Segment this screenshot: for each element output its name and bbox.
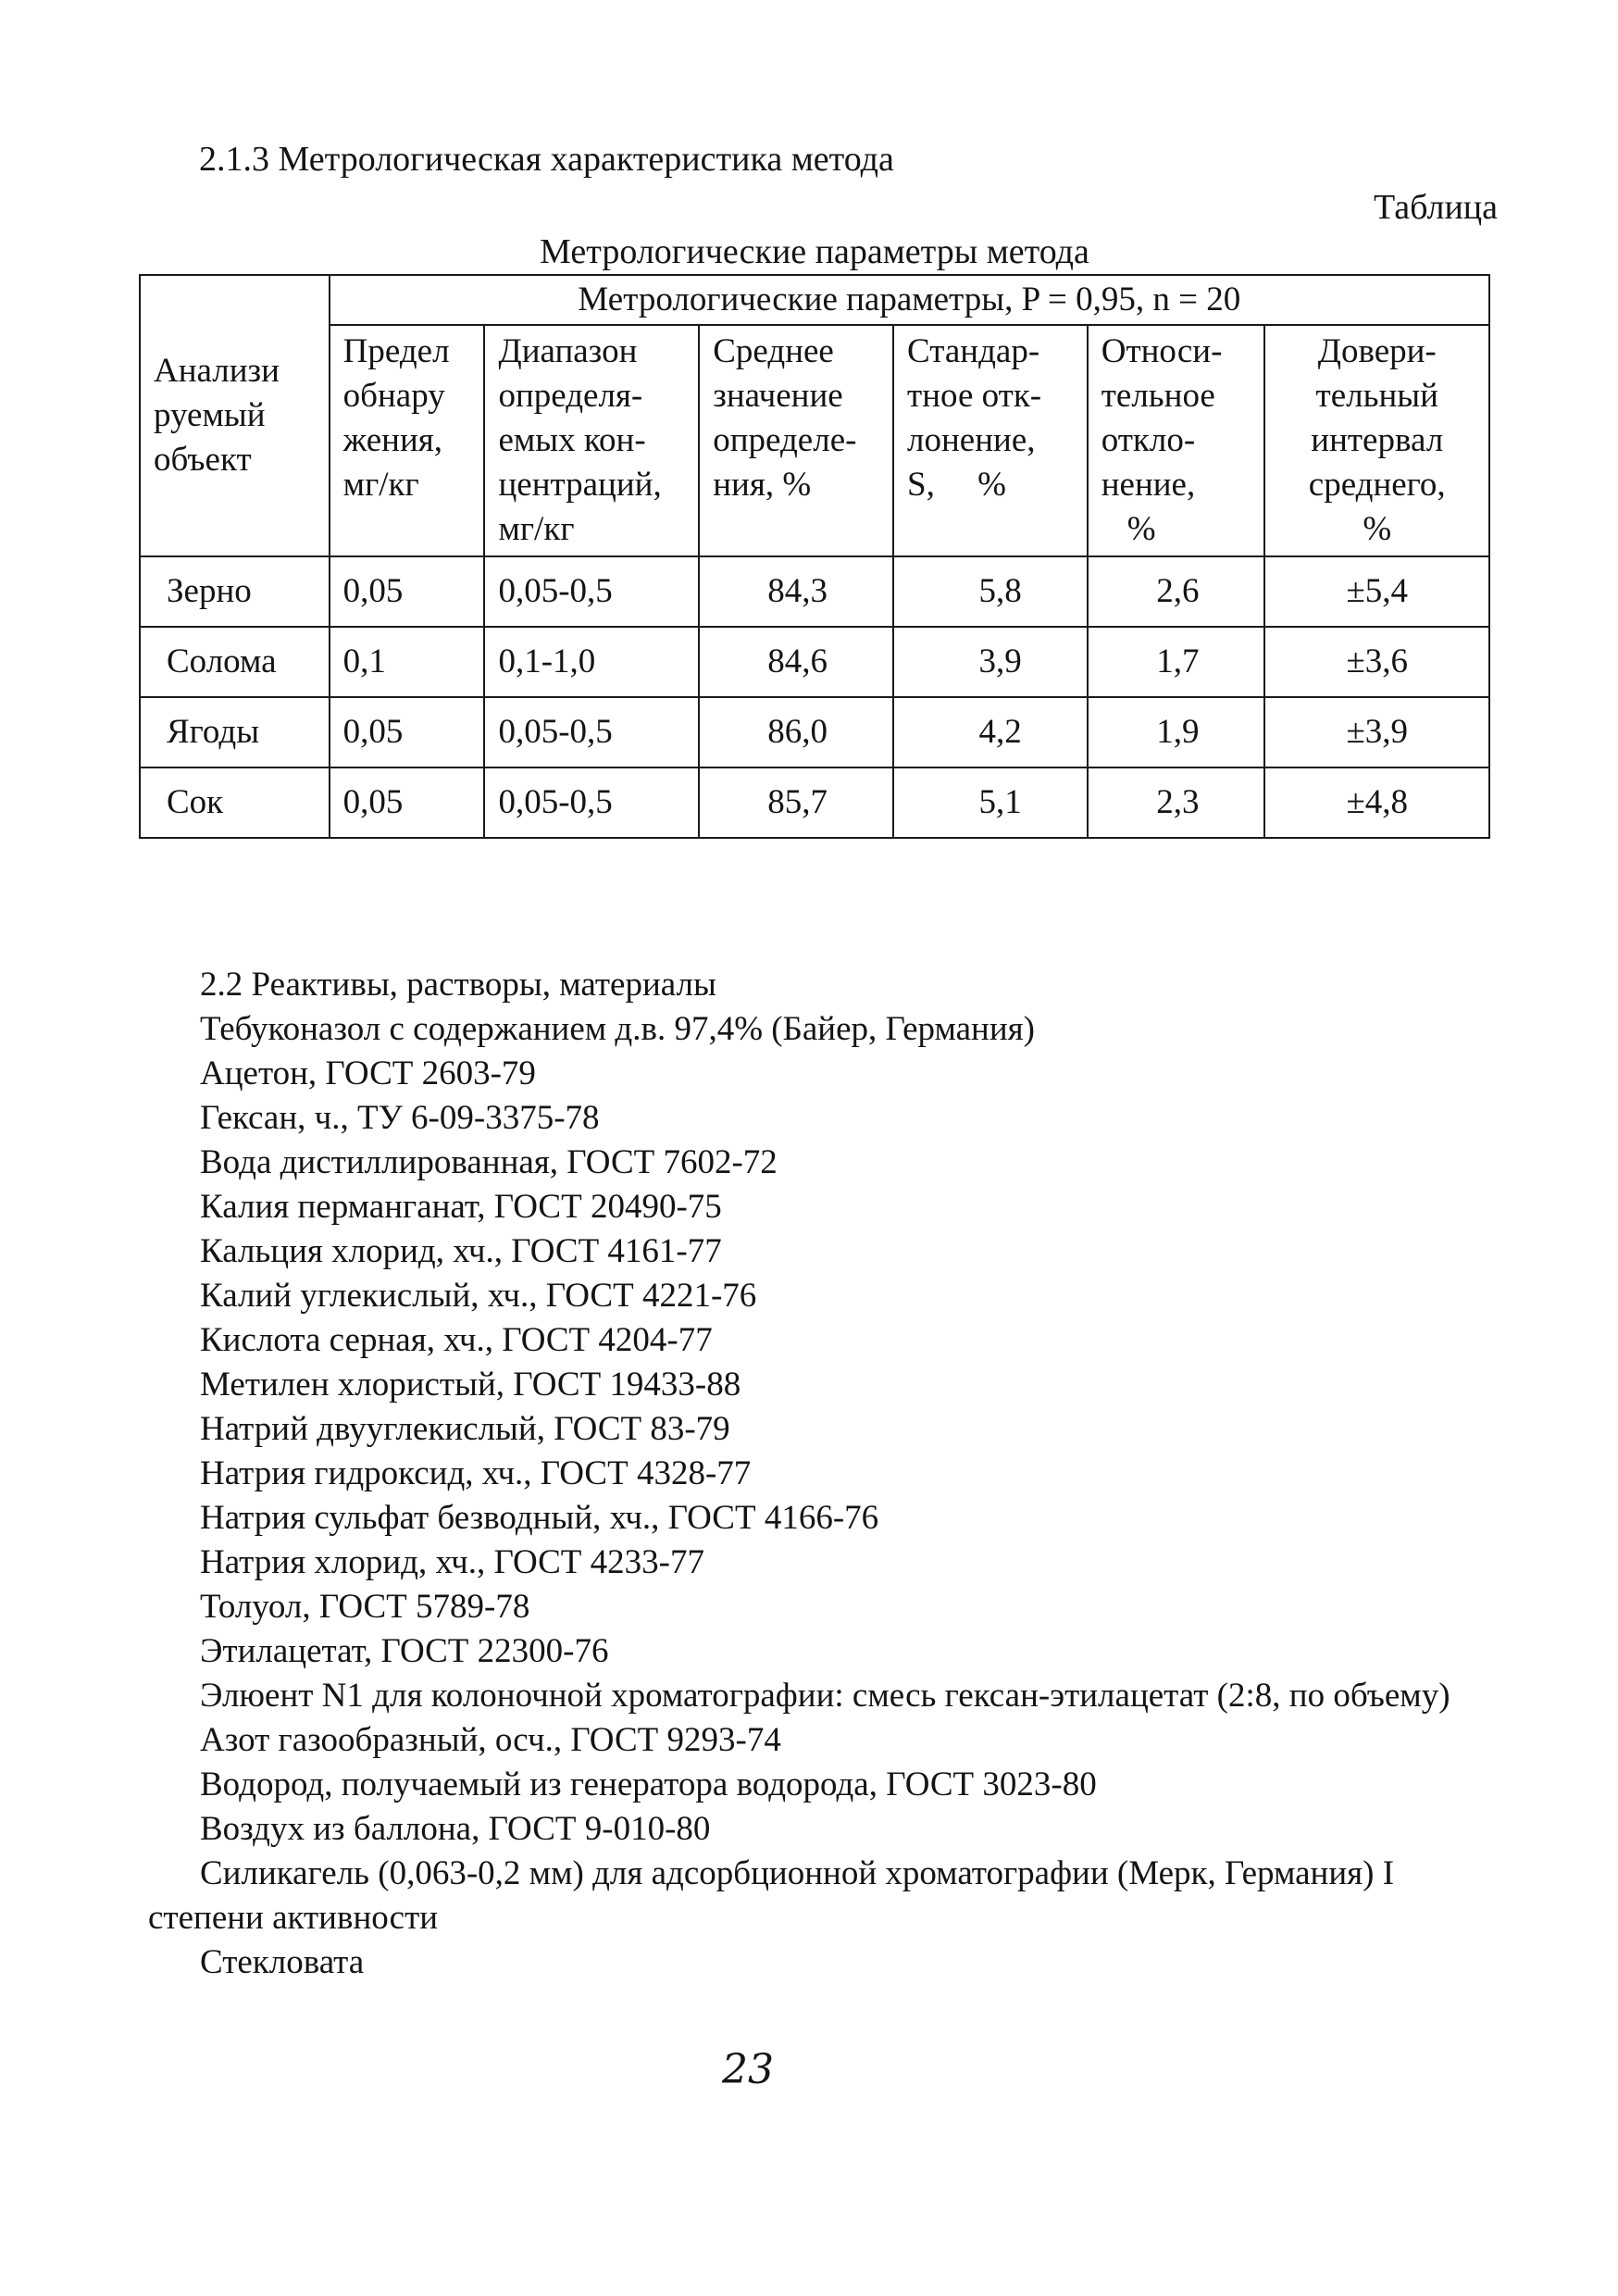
reagent-item: Ацетон, ГОСТ 2603-79: [200, 1054, 536, 1092]
reagent-item: Водород, получаемый из генератора водорода, ГОСТ 3023-80: [200, 1766, 1097, 1803]
cell-object: Солома: [140, 627, 330, 697]
reagent-item: Тебуконазол с содержанием д.в. 97,4% (Байер, Германия): [200, 1010, 1035, 1048]
col-header-ci: Довери- тельный интервал среднего, %: [1264, 325, 1489, 556]
reagents-title: 2.2 Реактивы, растворы, материалы: [200, 966, 716, 1004]
reagent-item: Элюент N1 для колоночной хроматографии: смесь гексан-этилацетат (2:8, по объему): [200, 1677, 1450, 1715]
cell-range: 0,1-1,0: [484, 627, 699, 697]
col-header-limit: Предел обнару жения, мг/кг: [330, 325, 485, 556]
table-header-row: [140, 275, 1489, 325]
cell-range: 0,05-0,5: [484, 767, 699, 838]
cell-ci: ±3,9: [1264, 697, 1489, 767]
reagent-item: Натрия гидроксид, хч., ГОСТ 4328-77: [200, 1454, 752, 1492]
reagent-item: Этилацетат, ГОСТ 22300-76: [200, 1632, 609, 1670]
cell-mean: 84,3: [699, 556, 893, 627]
col-header-rel: Относи- тельное откло- нение, %: [1088, 325, 1265, 556]
col-header-range: Диапазон определя- емых кон- центраций, мг/кг: [484, 325, 699, 556]
reagents-section: [148, 963, 1490, 1985]
cell-object: Ягоды: [140, 697, 330, 767]
cell-range: 0,05-0,5: [484, 556, 699, 627]
table-row: [140, 556, 1489, 627]
cell-object: Сок: [140, 767, 330, 838]
col-header-mean: Среднее значение определе- ния, %: [699, 325, 893, 556]
cell-limit: 0,05: [330, 767, 485, 838]
cell-object: Зерно: [140, 556, 330, 627]
cell-rel: 1,7: [1088, 627, 1265, 697]
cell-mean: 86,0: [699, 697, 893, 767]
reagent-item: Кальция хлорид, хч., ГОСТ 4161-77: [200, 1232, 722, 1270]
cell-rel: 2,3: [1088, 767, 1265, 838]
reagent-item: Стекловата: [200, 1943, 365, 1981]
reagent-item: Воздух из баллона, ГОСТ 9-010-80: [200, 1810, 711, 1848]
reagent-item: Натрия хлорид, хч., ГОСТ 4233-77: [200, 1543, 704, 1581]
reagent-item: Силикагель (0,063-0,2 мм) для адсорбционной хроматографии (Мерк, Германия) I степени активности: [148, 1854, 1395, 1937]
reagent-item: Калий углекислый, хч., ГОСТ 4221-76: [200, 1277, 757, 1315]
table-row: [140, 627, 1489, 697]
cell-sd: 3,9: [893, 627, 1088, 697]
cell-mean: 85,7: [699, 767, 893, 838]
table-row: [140, 697, 1489, 767]
reagent-item: Вода дистиллированная, ГОСТ 7602-72: [200, 1143, 778, 1181]
cell-ci: ±4,8: [1264, 767, 1489, 838]
section-title: 2.1.3 Метрологическая характеристика метода: [199, 140, 894, 179]
table-subheader-row: [140, 325, 1489, 556]
reagent-item: Кислота серная, хч., ГОСТ 4204-77: [200, 1321, 713, 1359]
cell-mean: 84,6: [699, 627, 893, 697]
col-header-sd: Стандар- тное отк- лонение, S, %: [893, 325, 1088, 556]
cell-ci: ±5,4: [1264, 556, 1489, 627]
cell-rel: 1,9: [1088, 697, 1265, 767]
reagent-item: Толуол, ГОСТ 5789-78: [200, 1588, 530, 1626]
cell-sd: 5,8: [893, 556, 1088, 627]
reagent-item: Гексан, ч., ТУ 6-09-3375-78: [200, 1099, 600, 1137]
cell-ci: ±3,6: [1264, 627, 1489, 697]
reagent-item: Натрия сульфат безводный, хч., ГОСТ 4166-76: [200, 1499, 879, 1537]
page-number: 23: [722, 2046, 774, 2093]
table-label: Таблица: [1373, 188, 1498, 227]
cell-limit: 0,05: [330, 697, 485, 767]
cell-limit: 0,05: [330, 556, 485, 627]
reagent-item: Натрий двууглекислый, ГОСТ 83-79: [200, 1410, 730, 1448]
reagent-item: Калия перманганат, ГОСТ 20490-75: [200, 1188, 722, 1226]
cell-range: 0,05-0,5: [484, 697, 699, 767]
reagent-item: Азот газообразный, осч., ГОСТ 9293-74: [200, 1721, 781, 1759]
table-row: [140, 767, 1489, 838]
metrology-table: [139, 274, 1490, 839]
cell-sd: 4,2: [893, 697, 1088, 767]
reagent-item: Метилен хлористый, ГОСТ 19433-88: [200, 1366, 741, 1404]
object-header: Анализи руемый объект: [140, 275, 330, 556]
cell-sd: 5,1: [893, 767, 1088, 838]
cell-rel: 2,6: [1088, 556, 1265, 627]
table-caption: Метрологические параметры метода: [540, 232, 1089, 271]
cell-limit: 0,1: [330, 627, 485, 697]
group-header: Метрологические параметры, P = 0,95, n = 20: [330, 275, 1489, 325]
